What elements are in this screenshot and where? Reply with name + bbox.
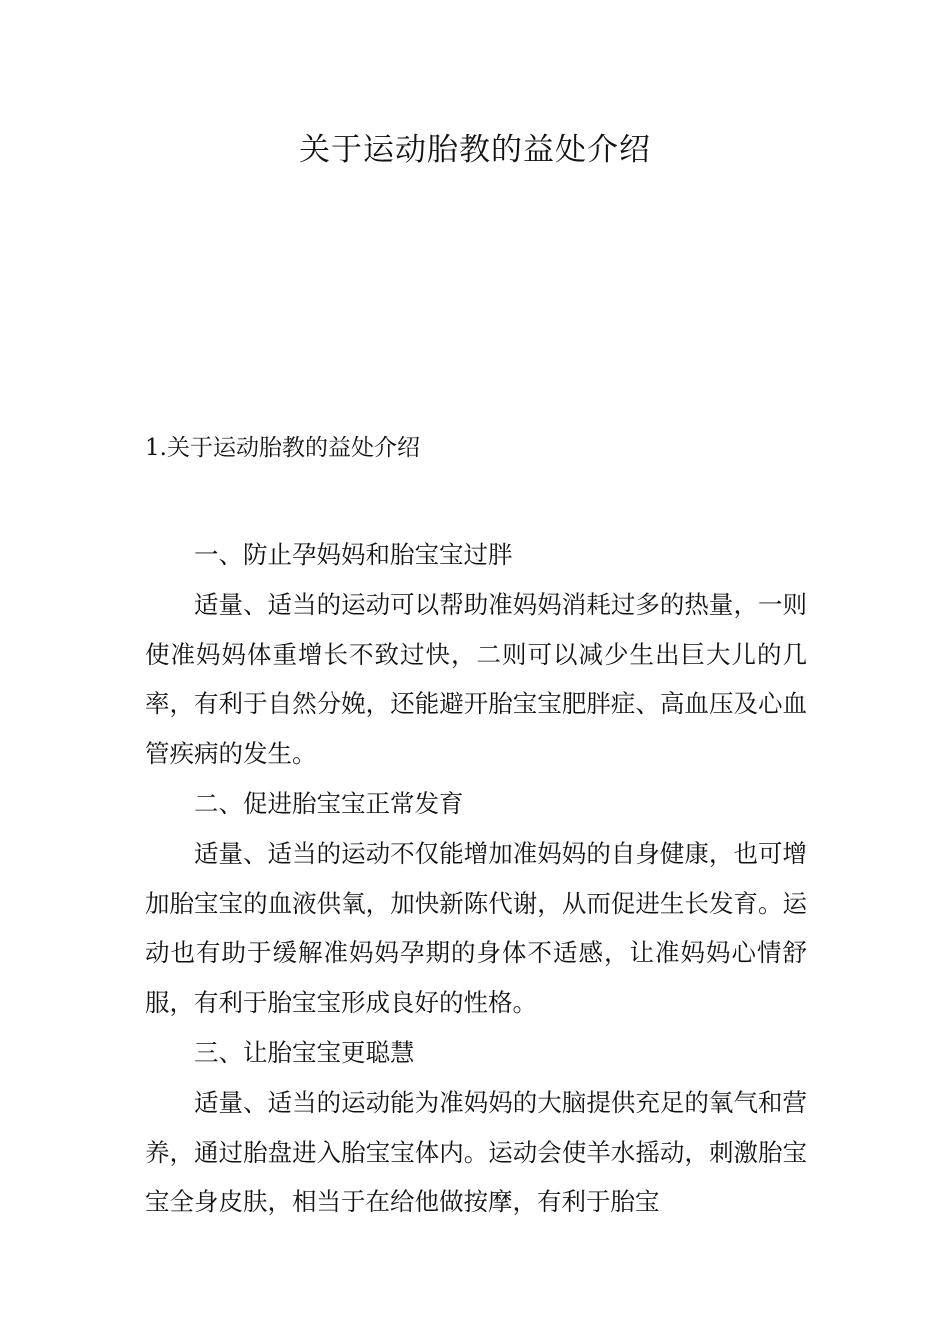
paragraph-1: 适量、适当的运动可以帮助准妈妈消耗过多的热量，一则使准妈妈体重增长不致过快，二则可以减少生出巨大儿的几率，有利于自然分娩，还能避开胎宝宝肥胖症、高血压及心血管疾病的发生。 [145,589,807,769]
subheading-2: 二、促进胎宝宝正常发育 [194,788,464,818]
document-title: 关于运动胎教的益处介绍 [299,132,651,168]
section-title: 1.关于运动胎教的益处介绍 [145,435,420,461]
paragraph-2: 适量、适当的运动不仅能增加准妈妈的自身健康，也可增加胎宝宝的血液供氧，加快新陈代谢，从而促进生长发育。运动也有助于缓解准妈妈孕期的身体不适感，让准妈妈心情舒服，有利于胎宝宝形成良好的性格。 [145,838,807,1018]
subheading-1: 一、防止孕妈妈和胎宝宝过胖 [194,540,513,569]
subheading-3: 三、让胎宝宝更聪慧 [194,1037,415,1067]
document-body [145,530,807,1227]
paragraph-3: 适量、适当的运动能为准妈妈的大脑提供充足的氧气和营养，通过胎盘进入胎宝宝体内。运动会使羊水摇动，刺激胎宝宝全身皮肤，相当于在给他做按摩，有利于胎宝 [145,1087,807,1217]
